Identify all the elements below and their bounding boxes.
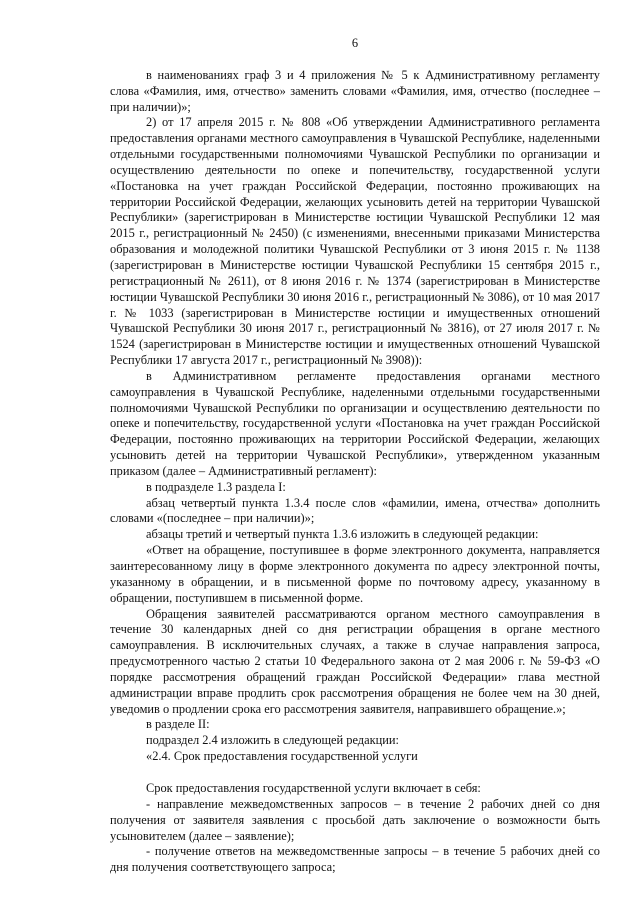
paragraph: абзацы третий и четвертый пункта 1.3.6 изложить в следующей редакции:	[146, 527, 539, 542]
paragraph: 2) от 17 апреля 2015 г. № 808 «Об утверждении Административного регламента предоставления органами местного самоуправления в Чувашской Республике, наделенными отдельными государственными полномочиями Чувашской Республики по организации и осуществлению деятельности по опеке и попечительству, государственной услуги «Постановка на учет граждан Российской Федерации, постоянно проживающих на территории Российской Федерации, желающих усыновить детей на территории Чувашской Республики» (зарегистрирован в Министерстве юстиции Чувашской Республики 12 мая 2015 г., регистрационный № 2450) (с изменениями, внесенными приказами Министерства образования и молодежной политики Чувашской Республики от 3 июня 2015 г. № 1138 (зарегистрирован в Министерстве юстиции Чувашской Республики 15 сентября 2015 г., регистрационный № 2611), от 8 июня 2016 г. № 1374 (зарегистрирован в Министерстве юстиции Чувашской Республики 30 июня 2016 г., регистрационный № 3086), от 10 мая 2017 г. № 1033 (зарегистрирован в Министерстве юстиции и имущественных отношений Чувашской Республики 30 июня 2017 г., регистрационный № 3816), от 27 июля 2017 г. № 1524 (зарегистрирован в Министерстве юстиции и имущественных отношений Чувашской Республики 17 августа 2017 г., регистрационный № 3908)):	[110, 115, 600, 368]
paragraph: - направление межведомственных запросов – в течение 2 рабочих дней со дня получения от заявителя заявления с просьбой дать заключение о возможности быть усыновителем (далее – заявление);	[110, 796, 600, 843]
paragraph: в наименованиях граф 3 и 4 приложения № 5 к Административному регламенту слова «Фамилия, имя, отчество» заменить словами «Фамилия, имя, отчество (последнее – при наличии)»;	[110, 67, 600, 114]
paragraph: Срок предоставления государственной услуги включает в себя:	[146, 780, 481, 795]
section-heading: «2.4. Срок предоставления государственной услуги	[146, 749, 418, 764]
paragraph: подраздел 2.4 изложить в следующей редакции:	[146, 733, 399, 748]
paragraph: «Ответ на обращение, поступившее в форме электронного документа, направляется заинтересованному лицу в форме электронного документа по адресу электронной почты, указанному в обращении, и в письменной форме по почтовому адресу, указанному в обращении, поступившем в письменной форме.	[110, 543, 600, 605]
paragraph: - получение ответов на межведомственные запросы – в течение 5 рабочих дней со дня получения соответствующего запроса;	[110, 844, 600, 875]
paragraph: Обращения заявителей рассматриваются органом местного самоуправления в течение 30 календарных дней со дня регистрации обращения в органе местного самоуправления. В исключительных случаях, а также в случае направления запроса, предусмотренного частью 2 статьи 10 Федерального закона от 2 мая 2006 г. № 59-ФЗ «О порядке рассмотрения обращений граждан Российской Федерации» глава местной администрации вправе продлить срок рассмотрения обращения не более чем на 30 дней, уведомив о продлении срока его рассмотрения заявителя, направившего обращение.»;	[110, 606, 600, 716]
document-body	[110, 68, 600, 876]
paragraph: в Административном регламенте предоставления органами местного самоуправления в Чувашской Республике, наделенными отдельными государственными полномочиями Чувашской Республики по организации и осуществлению деятельности по опеке и попечительству, государственной услуги «Постановка на учет граждан Российской Федерации, постоянно проживающих на территории Российской Федерации, желающих усыновить детей на территории Чувашской Республики», утвержденном указанным приказом (далее – Административный регламент):	[110, 368, 600, 478]
paragraph: в подразделе 1.3 раздела I:	[146, 479, 286, 494]
paragraph: в разделе II:	[146, 717, 210, 732]
page-number: 6	[351, 36, 359, 50]
paragraph: абзац четвертый пункта 1.3.4 после слов «фамилии, имена, отчества» дополнить словами «(последнее – при наличии)»;	[110, 495, 600, 526]
